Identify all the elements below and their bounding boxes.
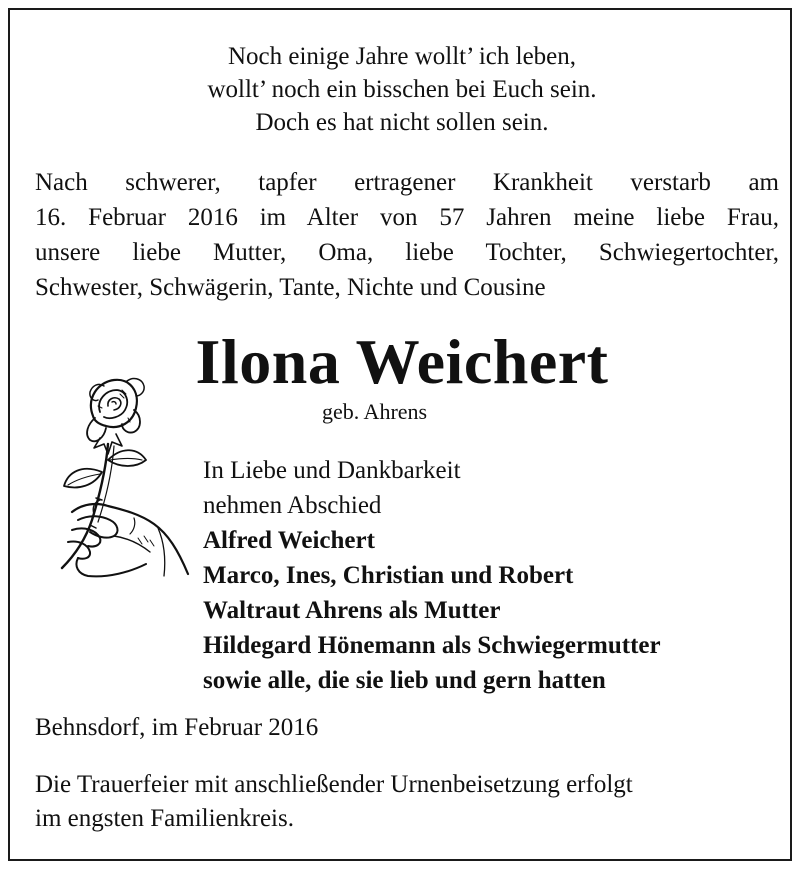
farewell-line: In Liebe und Dankbarkeit xyxy=(203,457,461,484)
funeral-line: Die Trauerfeier mit anschließender Urnenbeisetzung erfolgt xyxy=(35,771,633,798)
mourner-name: Waltraut Ahrens als Mutter xyxy=(203,597,501,624)
mourner-name: Marco, Ines, Christian und Robert xyxy=(203,562,574,589)
obituary-notice xyxy=(8,8,792,861)
intro-line: unsere liebe Mutter, Oma, liebe Tochter, Schwiegertochter, xyxy=(35,239,779,266)
funeral-note xyxy=(35,768,779,836)
poem-line: Noch einige Jahre wollt’ ich leben, xyxy=(227,43,577,70)
intro-line: Nach schwerer, tapfer ertragener Krankheit verstarb am xyxy=(35,169,779,196)
farewell-block xyxy=(203,453,783,698)
poem-line: Doch es hat nicht sollen sein. xyxy=(255,109,549,136)
intro-text xyxy=(35,165,779,305)
mourner-name: Alfred Weichert xyxy=(203,527,375,554)
poem-line: wollt’ noch ein bisschen bei Euch sein. xyxy=(207,76,597,103)
poem xyxy=(10,40,794,139)
birth-name: geb. Ahrens xyxy=(322,399,428,424)
mourner-name: sowie alle, die sie lieb und gern hatten xyxy=(203,667,606,694)
rose-in-hand-icon xyxy=(38,368,208,580)
intro-line: Schwester, Schwägerin, Tante, Nichte und Cousine xyxy=(35,274,546,301)
farewell-line: nehmen Abschied xyxy=(203,492,382,519)
place-date: Behnsdorf, im Februar 2016 xyxy=(35,714,319,741)
deceased-name: Ilona Weichert xyxy=(195,326,609,397)
funeral-line: im engsten Familienkreis. xyxy=(35,805,294,832)
mourner-name: Hildegard Hönemann als Schwiegermutter xyxy=(203,632,661,659)
intro-line: 16. Februar 2016 im Alter von 57 Jahren meine liebe Frau, xyxy=(35,204,779,231)
